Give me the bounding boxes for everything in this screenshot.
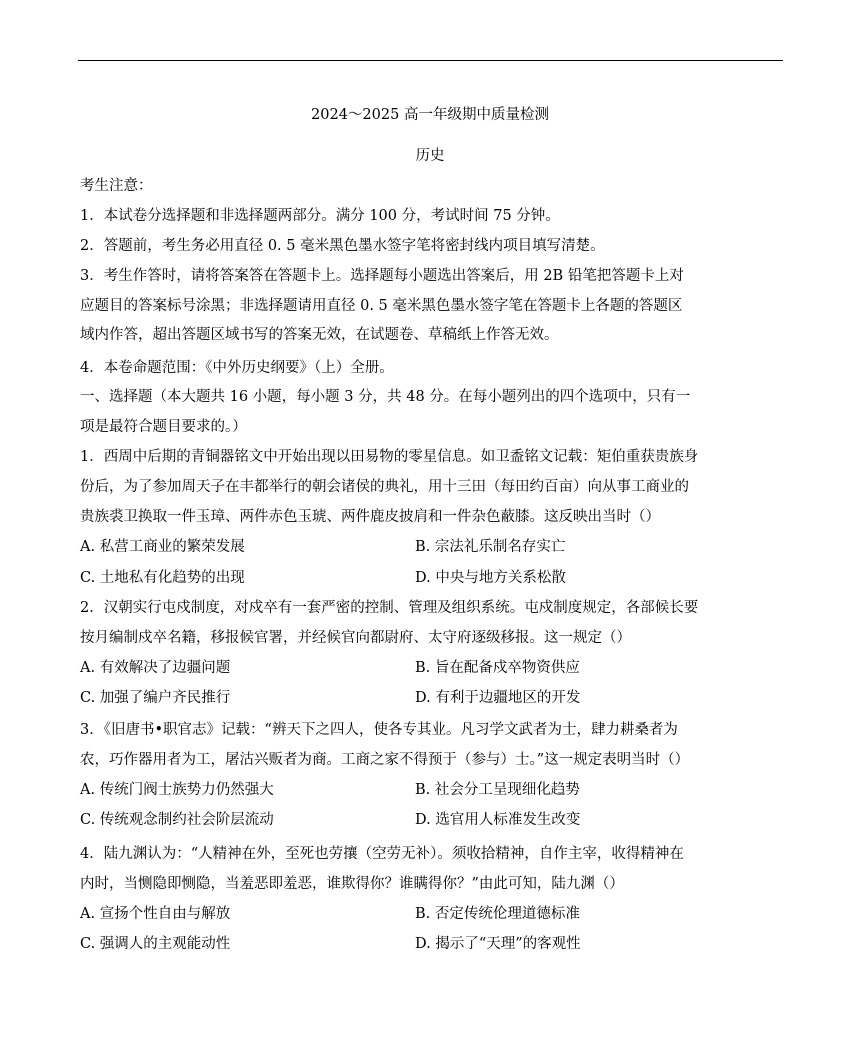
question-3-stem: 农，巧作器用者为工，屠沽兴贩者为商。工商之家不得预于（参与）士。”这一规定表明当时（） xyxy=(80,752,690,768)
section-intro: 一、选择题（本大题共 16 小题，每小题 3 分，共 48 分。在每小题列出的四个选项中，只有一 xyxy=(80,389,691,405)
question-4-option-c: C. 强调人的主观能动性 xyxy=(80,936,231,952)
question-2-option-a: A. 有效解决了边疆问题 xyxy=(80,660,231,676)
question-4-option-a: A. 宣扬个性自由与解放 xyxy=(80,906,231,922)
question-2-stem: 按月编制戍卒名籍，移报候官署，并经候官向都尉府、太守府逐级移报。这一规定（） xyxy=(80,630,631,646)
question-4-option-d: D. 揭示了“天理”的客观性 xyxy=(415,936,581,952)
notice-item: 应题目的答案标号涂黑；非选择题请用直径 0. 5 毫米黑色墨水签字笔在答题卡上各题的答题区 xyxy=(80,298,683,314)
question-1-stem: 份后，为了参加周天子在丰都举行的朝会诸侯的典礼，用十三田（每田约百亩）向从事工商业的 xyxy=(80,479,689,495)
question-2-option-b: B. 旨在配备戍卒物资供应 xyxy=(415,660,580,676)
header-rule xyxy=(78,60,783,61)
question-4-option-b: B. 否定传统伦理道德标准 xyxy=(415,906,580,922)
question-4-stem: 4．陆九渊认为：“人精神在外，至死也劳攘（空劳无补）。须收拾精神，自作主宰，收得精神在 xyxy=(80,846,684,862)
question-1-option-c: C. 土地私有化趋势的出现 xyxy=(80,570,245,586)
notice-item: 4．本卷命题范围：《中外历史纲要》（上）全册。 xyxy=(80,360,394,376)
question-3-option-b: B. 社会分工呈现细化趋势 xyxy=(415,782,580,798)
notice-item: 1．本试卷分选择题和非选择题两部分。满分 100 分，考试时间 75 分钟。 xyxy=(80,208,560,224)
question-1-option-a: A. 私营工商业的繁荣发展 xyxy=(80,539,245,555)
question-3-option-d: D. 选官用人标准发生改变 xyxy=(415,812,581,828)
question-1-option-d: D. 中央与地方关系松散 xyxy=(415,570,566,586)
subject-title: 历史 xyxy=(415,148,445,164)
question-1-stem: 1．西周中后期的青铜器铭文中开始出现以田易物的零星信息。如卫盉铭文记载：矩伯重获贵族身 xyxy=(80,449,699,465)
notice-item: 2．答题前，考生务必用直径 0. 5 毫米黑色墨水签字笔将密封线内项目填写清楚。 xyxy=(80,238,605,254)
question-1-stem: 贵族裘卫换取一件玉璋、两件赤色玉琥、两件鹿皮披肩和一件杂色蔽膝。这反映出当时（） xyxy=(80,509,660,525)
section-intro: 项是最符合题目要求的。） xyxy=(80,419,247,435)
question-2-option-d: D. 有利于边疆地区的开发 xyxy=(415,690,581,706)
question-1-option-b: B. 宗法礼乐制名存实亡 xyxy=(415,539,566,555)
notice-item: 3．考生作答时，请将答案答在答题卡上。选择题每小题选出答案后，用 2B 铅笔把答题卡上对 xyxy=(80,268,684,284)
notice-item: 域内作答，超出答题区域书写的答案无效，在试题卷、草稿纸上作答无效。 xyxy=(80,327,559,343)
question-4-stem: 内时，当恻隐即恻隐，当羞恶即羞恶，谁欺得你？谁瞒得你？”由此可知，陆九渊（） xyxy=(80,876,624,892)
question-3-option-a: A. 传统门阀士族势力仍然强大 xyxy=(80,782,274,798)
exam-title: 2024～2025 高一年级期中质量检测 xyxy=(311,107,549,123)
notice-heading: 考生注意： xyxy=(80,178,153,194)
question-3-stem: 3．《旧唐书•职官志》记载：“辨天下之四人，使各专其业。凡习学文武者为士，肆力耕桑者为 xyxy=(80,722,678,738)
question-3-option-c: C. 传统观念制约社会阶层流动 xyxy=(80,812,274,828)
question-2-option-c: C. 加强了编户齐民推行 xyxy=(80,690,231,706)
question-2-stem: 2．汉朝实行屯戍制度，对戍卒有一套严密的控制、管理及组织系统。屯戍制度规定，各部候长要 xyxy=(80,600,699,616)
